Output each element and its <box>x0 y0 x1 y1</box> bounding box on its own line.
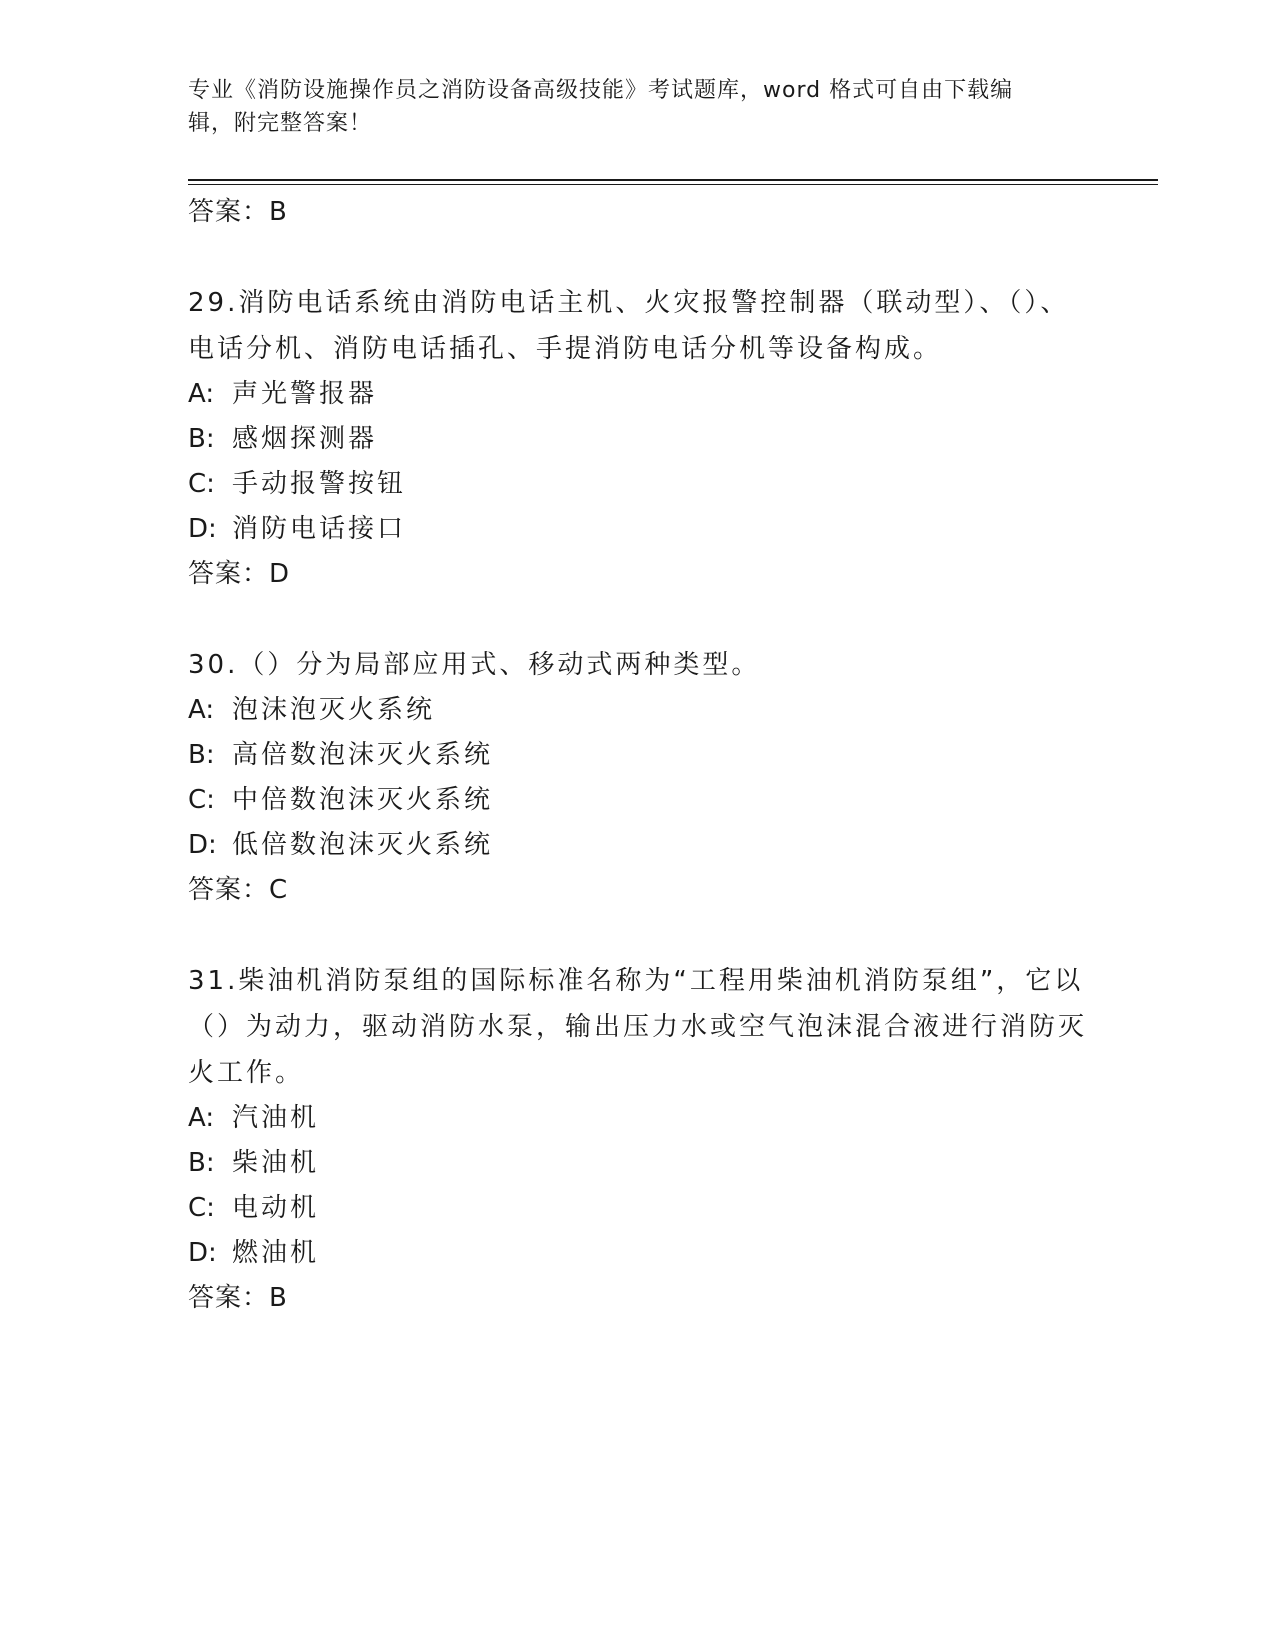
question-answer: 答案：B <box>188 1283 288 1313</box>
question-30 <box>188 642 1088 912</box>
option-text: 燃油机 <box>232 1238 320 1268</box>
question-29 <box>188 280 1088 596</box>
option-text: 手动报警按钮 <box>232 469 407 499</box>
option-key: D: <box>188 830 217 860</box>
option-text: 中倍数泡沫灭火系统 <box>232 785 494 815</box>
document-header <box>188 74 1068 140</box>
option-text: 柴油机 <box>232 1148 320 1178</box>
option-text: 声光警报器 <box>232 379 378 409</box>
header-divider-thin <box>188 184 1158 185</box>
option-key: D: <box>188 514 217 544</box>
option-text: 电动机 <box>232 1193 320 1223</box>
header-divider-thick <box>188 179 1158 181</box>
option-a <box>188 372 1088 417</box>
option-text: 泡沫泡灭火系统 <box>232 695 436 725</box>
option-key: B: <box>188 1148 215 1178</box>
option-key: A: <box>188 379 215 409</box>
question-stem: 30.（）分为局部应用式、移动式两种类型。 <box>188 650 761 680</box>
option-key: B: <box>188 740 215 770</box>
option-text: 高倍数泡沫灭火系统 <box>232 740 494 770</box>
option-c <box>188 462 1088 507</box>
option-text: 消防电话接口 <box>232 514 407 544</box>
option-key: C: <box>188 469 215 499</box>
option-key: C: <box>188 785 215 815</box>
question-stem: 31.柴油机消防泵组的国际标准名称为“工程用柴油机消防泵组”，它以（）为动力，驱动消防水泵，输出压力水或空气泡沫混合液进行消防灭火工作。 <box>188 966 1088 1088</box>
option-d <box>188 823 1088 868</box>
option-key: A: <box>188 1103 215 1133</box>
option-d <box>188 1231 1088 1276</box>
option-a <box>188 1096 1088 1141</box>
option-d <box>188 507 1088 552</box>
previous-answer: 答案：B <box>188 197 288 227</box>
option-b <box>188 1141 1088 1186</box>
option-text: 汽油机 <box>232 1103 320 1133</box>
header-line-1: 专业《消防设施操作员之消防设备高级技能》考试题库，word 格式可自由下载编 <box>188 78 1014 103</box>
option-a <box>188 688 1088 733</box>
question-stem: 29.消防电话系统由消防电话主机、火灾报警控制器（联动型）、（）、电话分机、消防电话插孔、手提消防电话分机等设备构成。 <box>188 288 1070 364</box>
option-c <box>188 1186 1088 1231</box>
option-c <box>188 778 1088 823</box>
question-list <box>188 190 1088 1320</box>
question-31 <box>188 958 1088 1320</box>
option-key: B: <box>188 424 215 454</box>
option-key: D: <box>188 1238 217 1268</box>
header-line-2: 辑，附完整答案！ <box>188 111 373 136</box>
question-answer: 答案：D <box>188 559 291 589</box>
option-b <box>188 733 1088 778</box>
option-key: A: <box>188 695 215 725</box>
question-answer: 答案：C <box>188 875 289 905</box>
option-text: 低倍数泡沫灭火系统 <box>232 830 494 860</box>
option-text: 感烟探测器 <box>232 424 378 454</box>
option-key: C: <box>188 1193 215 1223</box>
option-b <box>188 417 1088 462</box>
